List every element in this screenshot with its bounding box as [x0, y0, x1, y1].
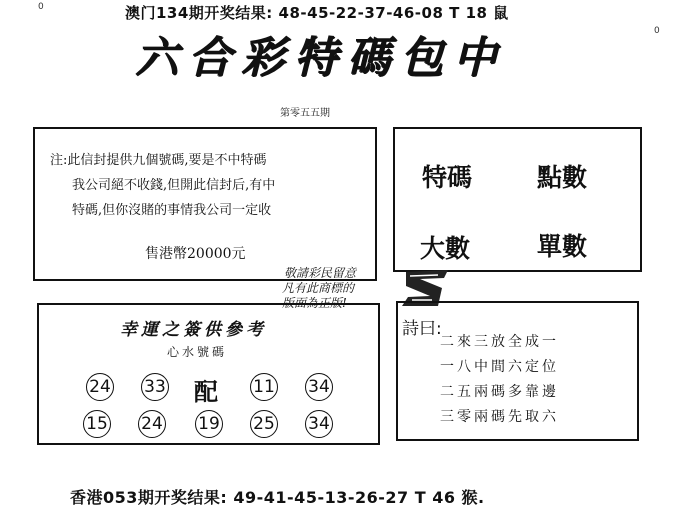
number-ball: 25	[250, 410, 278, 438]
notice-line: 特碼,但你沒賭的事情我公司一定收	[72, 203, 272, 218]
product-special-code: 特碼	[422, 163, 473, 192]
pair-label: 配	[194, 377, 218, 406]
poem-line: 一八中間六定位	[440, 359, 559, 375]
issue-number: 第零五五期	[280, 108, 330, 119]
poem-line: 二五兩碼多靠邊	[440, 384, 559, 400]
price-text: 售港幣20000元	[145, 246, 246, 262]
number-ball: 11	[250, 373, 278, 401]
poem-line: 二來三放全成一	[440, 334, 559, 350]
product-points: 點數	[537, 163, 588, 192]
macau-result-text: 澳门134期开奖结果: 48-45-22-37-46-08 T 18 鼠	[125, 4, 509, 22]
warning-line: 凡有此商標的	[282, 281, 355, 295]
notice-line: 注:此信封提供九個號碼,要是不中特碼	[50, 153, 267, 168]
number-ball: 34	[305, 373, 333, 401]
warning-line: 敬請彩民留意	[284, 266, 357, 280]
warning-line: 版面為正版!	[282, 296, 347, 310]
number-ball: 15	[83, 410, 111, 438]
lucky-subtitle: 心水號碼	[167, 345, 228, 359]
number-ball: 24	[86, 373, 114, 401]
number-ball: 34	[305, 410, 333, 438]
number-ball: 24	[138, 410, 166, 438]
page-title: 六合彩特碼包中	[135, 33, 506, 83]
corner-mark-right: 0	[654, 26, 660, 36]
notice-line: 我公司絕不收錢,但開此信封后,有中	[72, 178, 276, 193]
poem-line: 三零兩碼先取六	[440, 409, 559, 425]
number-ball: 19	[195, 410, 223, 438]
poem-lines	[440, 330, 559, 430]
hongkong-result-text: 香港053期开奖结果: 49-41-45-13-26-27 T 46 猴.	[70, 488, 485, 507]
poem-label: 詩曰:	[402, 319, 442, 339]
number-ball: 33	[141, 373, 169, 401]
product-odd-number: 單數	[537, 232, 588, 261]
lucky-title: 幸運之簽供參考	[120, 320, 267, 340]
notice-text	[50, 148, 370, 223]
product-big-number: 大數	[420, 234, 471, 263]
corner-mark-left: 0	[38, 2, 44, 12]
